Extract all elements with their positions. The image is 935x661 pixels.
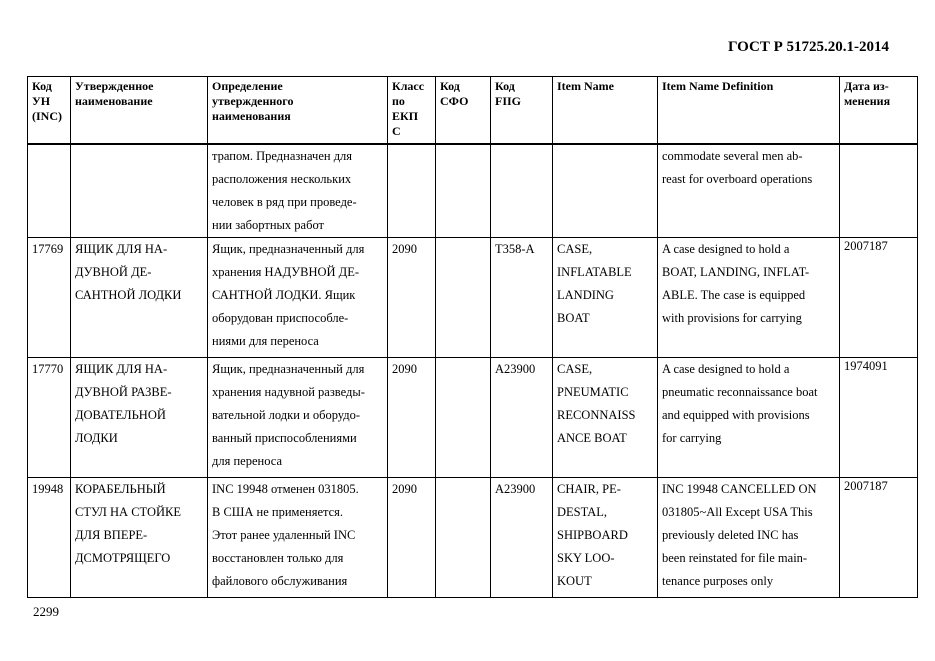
cell-sfo	[436, 478, 491, 598]
cell-line: with provisions for carrying	[662, 311, 802, 325]
cell-item-definition	[658, 358, 840, 478]
cell-approved-name	[71, 358, 208, 478]
cell-line: CASE,	[557, 242, 593, 256]
cell-line: SKY LOO-	[557, 551, 615, 565]
col-header-line: Item Name Definition	[662, 79, 774, 93]
cell-fiig	[491, 144, 553, 238]
cell-line: нии забортных работ	[212, 218, 325, 232]
col-header-inc	[28, 77, 71, 145]
cell-line: and equipped with provisions	[662, 408, 810, 422]
cell-line: INC 19948 отменен 031805.	[212, 482, 359, 496]
cell-inc: 17769	[28, 238, 71, 358]
cell-line: pneumatic reconnaissance boat	[662, 385, 818, 399]
col-header-line: Код	[495, 79, 515, 93]
cell-sfo	[436, 238, 491, 358]
cell-line: ABLE. The case is equipped	[662, 288, 806, 302]
cell-class: 2090	[388, 478, 436, 598]
cell-line: A case designed to hold a	[662, 362, 790, 376]
cell-change-date: 2007187	[840, 238, 918, 358]
cell-line: ЯЩИК ДЛЯ НА-	[75, 242, 168, 256]
cell-item-name	[553, 478, 658, 598]
cell-line: ДЛЯ ВПЕРЕ-	[75, 528, 148, 542]
cell-line: KOUT	[557, 574, 592, 588]
col-header-change-date	[840, 77, 918, 145]
cell-line: хранения надувной разведы-	[212, 385, 365, 399]
cell-inc: 17770	[28, 358, 71, 478]
cell-definition	[208, 358, 388, 478]
col-header-line: Дата из-	[844, 79, 889, 93]
cell-approved-name	[71, 238, 208, 358]
col-header-line: Код	[440, 79, 460, 93]
col-header-line: утвержденного	[212, 94, 294, 108]
cell-definition	[208, 478, 388, 598]
cell-line: CASE,	[557, 362, 593, 376]
cell-inc	[28, 144, 71, 238]
cell-approved-name	[71, 144, 208, 238]
cell-fiig: A23900	[491, 358, 553, 478]
col-header-line: СФО	[440, 94, 469, 108]
cell-line: PNEUMATIC	[557, 385, 629, 399]
cell-line: ДОВАТЕЛЬНОЙ	[75, 408, 166, 422]
catalog-table	[27, 76, 918, 598]
cell-line: вательной лодки и оборудо-	[212, 408, 361, 422]
cell-class: 2090	[388, 358, 436, 478]
col-header-line: наименование	[75, 94, 153, 108]
table-row	[28, 144, 918, 238]
cell-item-definition	[658, 144, 840, 238]
cell-line: КОРАБЕЛЬНЫЙ	[75, 482, 166, 496]
col-header-line: ЕКП	[392, 109, 419, 123]
cell-item-definition	[658, 238, 840, 358]
cell-line: BOAT	[557, 311, 590, 325]
table-row	[28, 478, 918, 598]
cell-class: 2090	[388, 238, 436, 358]
cell-item-name	[553, 144, 658, 238]
col-header-line: Item Name	[557, 79, 614, 93]
col-header-line: Утвержденное	[75, 79, 154, 93]
cell-item-name	[553, 238, 658, 358]
col-header-line: С	[392, 124, 401, 138]
cell-line: CHAIR, PE-	[557, 482, 621, 496]
cell-sfo	[436, 144, 491, 238]
table-row	[28, 238, 918, 358]
col-header-class	[388, 77, 436, 145]
cell-line: ванный приспособлениями	[212, 431, 357, 445]
cell-line: восстановлен только для	[212, 551, 344, 565]
cell-line: ЛОДКИ	[75, 431, 118, 445]
cell-change-date	[840, 144, 918, 238]
table-header-row	[28, 77, 918, 145]
col-header-sfo	[436, 77, 491, 145]
cell-line: ДСМОТРЯЩЕГО	[75, 551, 171, 565]
col-header-line: Класс	[392, 79, 425, 93]
cell-fiig: A23900	[491, 478, 553, 598]
col-header-item-name	[553, 77, 658, 145]
cell-line: трапом. Предназначен для	[212, 149, 353, 163]
page-number: 2299	[33, 604, 59, 619]
cell-line: ЯЩИК ДЛЯ НА-	[75, 362, 168, 376]
cell-approved-name	[71, 478, 208, 598]
cell-line: В США не применяется.	[212, 505, 344, 519]
document-standard-header: ГОСТ Р 51725.20.1-2014	[727, 39, 889, 55]
cell-line: RECONNAISS	[557, 408, 636, 422]
cell-line: commodate several men ab-	[662, 149, 803, 163]
col-header-line: УН	[32, 94, 51, 108]
cell-line: BOAT, LANDING, INFLAT-	[662, 265, 810, 279]
cell-line: Ящик, предназначенный для	[212, 362, 365, 376]
cell-line: файлового обслуживания	[212, 574, 348, 588]
cell-line: для переноса	[212, 454, 283, 468]
col-header-line: наименования	[212, 109, 291, 123]
cell-line: A case designed to hold a	[662, 242, 790, 256]
cell-line: оборудован приспособле-	[212, 311, 349, 325]
table-body	[28, 144, 918, 598]
cell-inc: 19948	[28, 478, 71, 598]
cell-line: расположения нескольких	[212, 172, 352, 186]
col-header-item-definition	[658, 77, 840, 145]
cell-line: СТУЛ НА СТОЙКЕ	[75, 505, 182, 519]
cell-fiig: T358-A	[491, 238, 553, 358]
cell-item-definition	[658, 478, 840, 598]
cell-change-date: 1974091	[840, 358, 918, 478]
col-header-line: менения	[844, 94, 891, 108]
col-header-line: Определение	[212, 79, 283, 93]
cell-change-date: 2007187	[840, 478, 918, 598]
cell-line: хранения НАДУВНОЙ ДЕ-	[212, 265, 359, 279]
cell-line: человек в ряд при проведе-	[212, 195, 357, 209]
cell-line: reast for overboard operations	[662, 172, 813, 186]
col-header-line: Код	[32, 79, 52, 93]
cell-line: for carrying	[662, 431, 722, 445]
cell-line: tenance purposes only	[662, 574, 774, 588]
col-header-line: FIIG	[495, 94, 522, 108]
cell-item-name	[553, 358, 658, 478]
cell-line: ДУВНОЙ РАЗВЕ-	[75, 385, 172, 399]
cell-line: 031805~All Except USA This	[662, 505, 813, 519]
cell-line: ДУВНОЙ ДЕ-	[75, 265, 152, 279]
cell-line: INFLATABLE	[557, 265, 632, 279]
cell-sfo	[436, 358, 491, 478]
cell-line: ANCE BOAT	[557, 431, 627, 445]
cell-class	[388, 144, 436, 238]
cell-line: САНТНОЙ ЛОДКИ. Ящик	[212, 288, 356, 302]
cell-line: Ящик, предназначенный для	[212, 242, 365, 256]
cell-line: LANDING	[557, 288, 614, 302]
col-header-approved-name	[71, 77, 208, 145]
cell-line: been reinstated for file main-	[662, 551, 808, 565]
cell-line: DESTAL,	[557, 505, 608, 519]
cell-line: Этот ранее удаленный INC	[212, 528, 356, 542]
cell-line: САНТНОЙ ЛОДКИ	[75, 288, 182, 302]
table-row	[28, 358, 918, 478]
col-header-line: по	[392, 94, 405, 108]
cell-line: SHIPBOARD	[557, 528, 628, 542]
cell-line: previously deleted INC has	[662, 528, 799, 542]
cell-line: ниями для переноса	[212, 334, 319, 348]
col-header-line: (INC)	[32, 109, 62, 123]
cell-definition	[208, 238, 388, 358]
cell-definition	[208, 144, 388, 238]
col-header-fiig	[491, 77, 553, 145]
col-header-definition	[208, 77, 388, 145]
cell-line: INC 19948 CANCELLED ON	[662, 482, 817, 496]
